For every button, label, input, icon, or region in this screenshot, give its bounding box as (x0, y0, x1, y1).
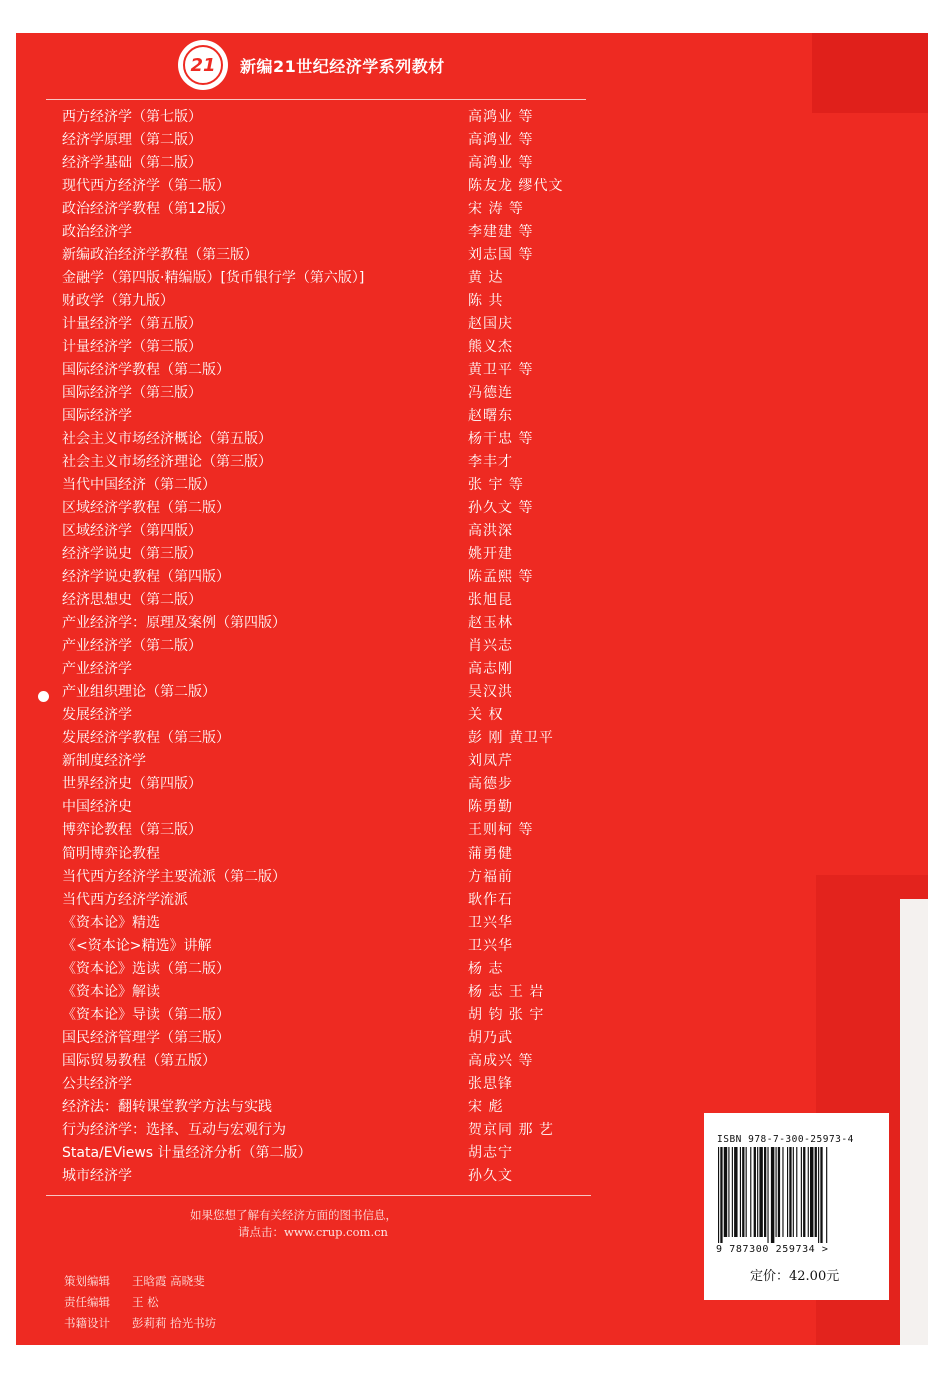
book-title: 中国经济史 (62, 799, 132, 816)
book-title: 产业经济学 (62, 661, 132, 678)
book-row (62, 612, 602, 635)
series-header (178, 38, 445, 92)
book-row (62, 221, 602, 244)
book-row (62, 819, 602, 842)
book-row (62, 566, 602, 589)
website-info (190, 1207, 397, 1241)
book-author: 孙久文 (468, 1167, 513, 1184)
book-author: 杨干忠 等 (468, 431, 534, 448)
book-title: 国际经济学 (62, 408, 132, 425)
book-title: 计量经济学（第三版） (62, 339, 202, 356)
barcode-bar (754, 1147, 756, 1237)
top-divider (46, 99, 586, 100)
book-row (62, 359, 602, 382)
book-author: 姚开建 (468, 546, 513, 563)
book-author: 李建建 等 (468, 224, 534, 241)
credit-role: 责任编辑 (64, 1295, 110, 1309)
book-author: 贺京同 那 艺 (468, 1121, 554, 1138)
book-author: 陈孟熙 等 (468, 569, 534, 586)
book-title: 新编政治经济学教程（第三版） (62, 247, 258, 264)
isbn-label: ISBN 978-7-300-25973-4 (717, 1134, 854, 1145)
book-author: 刘志国 等 (468, 247, 534, 264)
book-author: 杨 志 王 岩 (468, 983, 545, 1000)
book-author: 高德步 (468, 776, 513, 793)
book-author: 吴汉洪 (468, 684, 513, 701)
barcode-bar (787, 1147, 788, 1237)
barcode-bar (746, 1147, 747, 1237)
book-author: 张思锋 (468, 1075, 513, 1092)
credit-names: 王 松 (132, 1295, 159, 1309)
book-row (62, 336, 602, 359)
book-author: 陈勇勤 (468, 799, 513, 816)
book-author: 胡乃武 (468, 1029, 513, 1046)
book-author: 陈 共 (468, 293, 504, 310)
book-title: 政治经济学 (62, 224, 132, 241)
credit-names: 彭莉莉 拾光书坊 (132, 1316, 217, 1330)
barcode-bar (810, 1147, 813, 1237)
book-row (62, 428, 602, 451)
info-line: 如果您想了解有关经济方面的图书信息， (190, 1208, 397, 1222)
barcode-bar (801, 1147, 802, 1237)
book-title: 经济学说史教程（第四版） (62, 569, 230, 586)
book-row (62, 727, 602, 750)
book-title: 产业经济学：原理及案例（第四版） (62, 615, 286, 632)
book-row (62, 935, 602, 958)
book-author: 黄卫平 等 (468, 362, 534, 379)
book-author: 高志刚 (468, 661, 513, 678)
book-row (62, 1119, 602, 1142)
cover-corner-shade (812, 33, 928, 113)
book-row (62, 267, 602, 290)
book-author: 高鸿业 等 (468, 109, 534, 125)
book-title: 计量经济学（第五版） (62, 316, 202, 333)
book-title: 社会主义市场经济概论（第五版） (62, 431, 272, 448)
book-title: Stata/EViews 计量经济分析（第二版） (62, 1144, 312, 1161)
book-row (62, 152, 602, 175)
barcode-bar (764, 1147, 766, 1237)
book-row (62, 520, 602, 543)
book-title: 国际贸易教程（第五版） (62, 1052, 216, 1069)
book-title: 经济法：翻转课堂教学方法与实践 (62, 1098, 272, 1115)
book-author: 赵玉林 (468, 615, 513, 632)
book-row (62, 981, 602, 1004)
book-title: 经济学基础（第二版） (62, 155, 202, 172)
bullet-mark (38, 691, 49, 702)
book-title: 社会主义市场经济理论（第三版） (62, 454, 272, 471)
book-title: 简明博弈论教程 (62, 845, 160, 862)
book-author: 赵国庆 (468, 316, 513, 333)
book-title: 国民经济管理学（第三版） (62, 1029, 230, 1046)
book-row (62, 589, 602, 612)
book-row (62, 958, 602, 981)
book-author: 蒲勇健 (468, 845, 513, 862)
book-author: 高成兴 等 (468, 1052, 534, 1069)
book-author: 王则柯 等 (468, 822, 534, 839)
book-title: 产业经济学（第二版） (62, 638, 202, 655)
book-title: 经济学原理（第二版） (62, 132, 202, 149)
bottom-divider (46, 1195, 591, 1196)
barcode-bar (776, 1147, 777, 1237)
book-row (62, 658, 602, 681)
barcode-bar (820, 1147, 822, 1243)
book-author: 宋 彪 (468, 1098, 504, 1115)
book-author: 刘凤芹 (468, 753, 513, 770)
barcode-bar (728, 1147, 729, 1237)
barcode-image (716, 1147, 876, 1243)
book-title: 城市经济学 (62, 1167, 132, 1184)
book-title: 金融学（第四版·精编版）[货币银行学（第六版）] (62, 270, 365, 287)
barcode-bar (724, 1147, 727, 1237)
book-title: 产业组织理论（第二版） (62, 684, 216, 701)
book-row (62, 750, 602, 773)
book-title: 博弈论教程（第三版） (62, 822, 202, 839)
book-row (62, 1004, 602, 1027)
book-row (62, 843, 602, 866)
book-title: 区域经济学教程（第二版） (62, 500, 230, 517)
book-title: 当代西方经济学主要流派（第二版） (62, 868, 286, 885)
book-row (62, 198, 602, 221)
barcode-bar (718, 1147, 719, 1243)
barcode-bar (796, 1147, 797, 1237)
book-title: 现代西方经济学（第二版） (62, 178, 230, 195)
book-author: 赵曙东 (468, 408, 513, 425)
book-author: 高洪深 (468, 523, 513, 540)
book-row (62, 912, 602, 935)
book-row (62, 129, 602, 152)
book-title: 《资本论》导读（第二版） (62, 1006, 230, 1023)
book-title: 《资本论》解读 (62, 983, 160, 1000)
book-row (62, 497, 602, 520)
barcode-bar (734, 1147, 737, 1237)
book-author: 关 权 (468, 707, 504, 724)
book-row (62, 451, 602, 474)
barcode-bar (720, 1147, 722, 1243)
book-title: 经济思想史（第二版） (62, 592, 202, 609)
book-row (62, 866, 602, 889)
book-row (62, 681, 602, 704)
book-author: 方福前 (468, 868, 513, 885)
book-row (62, 474, 602, 497)
book-row (62, 106, 602, 129)
book-title: 《资本论》选读（第二版） (62, 960, 230, 977)
book-title: 区域经济学（第四版） (62, 523, 202, 540)
barcode-bar (757, 1147, 758, 1237)
credit-names: 王晗霞 高晓斐 (132, 1274, 205, 1288)
barcode-bar (750, 1147, 751, 1237)
book-author: 高鸿业 等 (468, 132, 534, 149)
book-author: 肖兴志 (468, 638, 513, 655)
book-author: 黄 达 (468, 270, 504, 287)
book-row (62, 773, 602, 796)
book-title: 当代中国经济（第二版） (62, 477, 216, 494)
credits (64, 1271, 216, 1334)
info-url-line[interactable]: 请点击：www.crup.com.cn (238, 1225, 388, 1239)
book-title: 国际经济学教程（第二版） (62, 362, 230, 379)
price-label: 定价：42.00元 (750, 1269, 840, 1284)
book-author: 冯德连 (468, 385, 513, 402)
book-row (62, 1073, 602, 1096)
credit-row (64, 1313, 216, 1334)
book-title: 经济学说史（第三版） (62, 546, 202, 563)
barcode-bar (826, 1147, 827, 1243)
barcode-bar (815, 1147, 817, 1237)
book-row (62, 704, 602, 727)
book-title: 财政学（第九版） (62, 293, 174, 310)
book-title: 政治经济学教程（第12版） (62, 201, 234, 218)
book-row (62, 889, 602, 912)
barcode-bar (767, 1147, 768, 1243)
book-title: 发展经济学 (62, 707, 132, 724)
barcode-bar (778, 1147, 780, 1237)
barcode-bar (740, 1147, 741, 1237)
book-author: 孙久文 等 (468, 500, 534, 517)
book-title: 《资本论》精选 (62, 914, 160, 931)
book-title: 世界经济史（第四版） (62, 776, 202, 793)
barcode-bar (793, 1147, 794, 1237)
book-row (62, 405, 602, 428)
book-title: 当代西方经济学流派 (62, 891, 188, 908)
barcode-bar (789, 1147, 791, 1237)
book-row (62, 313, 602, 336)
barcode-bar (742, 1147, 744, 1237)
book-title: 西方经济学（第七版） (62, 109, 202, 125)
book-row (62, 244, 602, 267)
book-row (62, 796, 602, 819)
barcode-bar (808, 1147, 809, 1237)
book-list (62, 106, 602, 1188)
book-row (62, 1050, 602, 1073)
barcode-panel (704, 1113, 889, 1300)
book-author: 宋 涛 等 (468, 201, 524, 218)
book-title: 《<资本论>精选》讲解 (62, 937, 212, 954)
series-title: 新编21世纪经济学系列教材 (240, 56, 445, 76)
credit-role: 书籍设计 (64, 1316, 110, 1330)
book-title: 新制度经济学 (62, 753, 146, 770)
book-author: 卫兴华 (468, 914, 513, 931)
book-title: 行为经济学：选择、互动与宏观行为 (62, 1121, 286, 1138)
book-row (62, 635, 602, 658)
book-author: 卫兴华 (468, 937, 513, 954)
book-author: 彭 刚 黄卫平 (468, 730, 554, 747)
barcode-bar (759, 1147, 762, 1237)
series-logo (178, 40, 228, 90)
barcode-bar (782, 1147, 783, 1237)
credit-row (64, 1292, 216, 1313)
credit-row (64, 1271, 216, 1292)
barcode-bar (803, 1147, 805, 1237)
book-author: 胡志宁 (468, 1144, 513, 1161)
book-author: 李丰才 (468, 454, 513, 471)
book-row (62, 1165, 602, 1188)
scan-edge-strip (900, 899, 928, 1345)
book-title: 公共经济学 (62, 1075, 132, 1092)
barcode-bar (732, 1147, 733, 1237)
barcode-digits: 9 787300 259734 > (716, 1244, 829, 1255)
book-row (62, 382, 602, 405)
book-row (62, 1142, 602, 1165)
book-author: 熊义杰 (468, 339, 513, 356)
book-author: 陈友龙 缪代文 (468, 178, 564, 195)
book-row (62, 1027, 602, 1050)
book-author: 耿作石 (468, 891, 513, 908)
barcode-bar (818, 1147, 819, 1243)
book-title: 发展经济学教程（第三版） (62, 730, 230, 747)
book-author: 胡 钧 张 宇 (468, 1006, 545, 1023)
credit-role: 策划编辑 (64, 1274, 110, 1288)
book-author: 杨 志 (468, 960, 504, 977)
book-row (62, 290, 602, 313)
book-row (62, 1096, 602, 1119)
series-logo-mark: 21 (183, 45, 223, 85)
book-author: 张 宇 等 (468, 477, 524, 494)
book-row (62, 175, 602, 198)
book-author: 张旭昆 (468, 592, 513, 609)
barcode-bar (771, 1147, 774, 1243)
book-row (62, 543, 602, 566)
book-title: 国际经济学（第三版） (62, 385, 202, 402)
book-author: 高鸿业 等 (468, 155, 534, 172)
